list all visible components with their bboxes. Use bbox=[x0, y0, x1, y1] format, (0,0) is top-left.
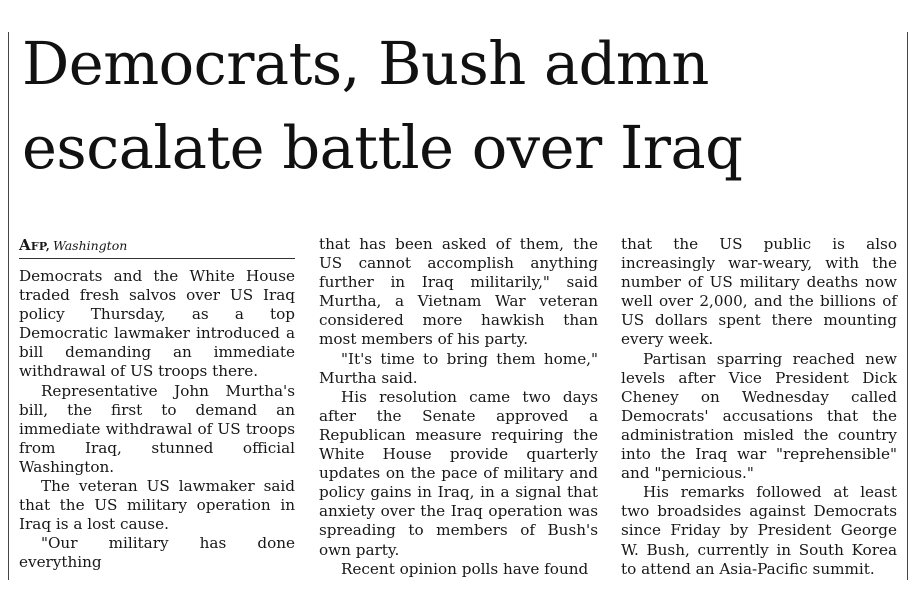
paragraph: Partisan sparring reached new levels after Vice President Dick Cheney on Wednesday called Democrats' accusations that the administration misled the country into the Iraq war "reprehensible" and "pernicious." bbox=[621, 349, 897, 483]
paragraph: His remarks followed at least two broadsides against Democrats since Friday by President George W. Bush, currently in South Korea to attend an Asia-Pacific summit. bbox=[621, 483, 897, 578]
paragraph: Democrats and the White House traded fresh salvos over US Iraq policy Thursday, as a top Democratic lawmaker introduced a bill demanding an immediate withdrawal of US troops there. bbox=[19, 267, 295, 381]
agency-rest: FP, bbox=[30, 240, 50, 253]
headline bbox=[22, 22, 902, 190]
paragraph: His resolution came two days after the Senate approved a Republican measure requiring the White House provide quarterly updates on the pace of military and policy gains in Iraq, in a signal that anxiety over the Iraq operation was spreading to members of Bush's own party. bbox=[319, 387, 598, 559]
headline-line-2: escalate battle over Iraq bbox=[22, 113, 743, 182]
paragraph: The veteran US lawmaker said that the US military operation in Iraq is a lost cause. bbox=[19, 477, 295, 534]
agency-initial: A bbox=[19, 236, 31, 254]
paragraph: "Our military has done everything bbox=[19, 534, 295, 572]
byline-divider bbox=[19, 258, 295, 259]
paragraph: that has been asked of them, the US cannot accomplish anything further in Iraq militarily," said Murtha, a Vietnam War veteran considered more hawkish than most members of his party. bbox=[319, 235, 598, 349]
paragraph: Representative John Murtha's bill, the first to demand an immediate withdrawal of US troops from Iraq, stunned official Washington. bbox=[19, 381, 295, 476]
article-column-3 bbox=[621, 235, 897, 579]
agency-name bbox=[19, 236, 50, 256]
headline-line-1: Democrats, Bush admn bbox=[22, 29, 709, 98]
dateline: Washington bbox=[52, 238, 128, 253]
paragraph: "It's time to bring them home," Murtha said. bbox=[319, 349, 598, 387]
right-column-rule bbox=[907, 32, 908, 580]
article-column-1 bbox=[19, 236, 295, 573]
left-column-rule bbox=[8, 32, 9, 580]
paragraph: that the US public is also increasingly war-weary, with the number of US military deaths now well over 2,000, and the billions of US dollars spent there mounting every week. bbox=[621, 235, 897, 349]
byline bbox=[19, 236, 295, 258]
paragraph: Recent opinion polls have found bbox=[341, 559, 589, 578]
article-column-2 bbox=[319, 235, 598, 579]
